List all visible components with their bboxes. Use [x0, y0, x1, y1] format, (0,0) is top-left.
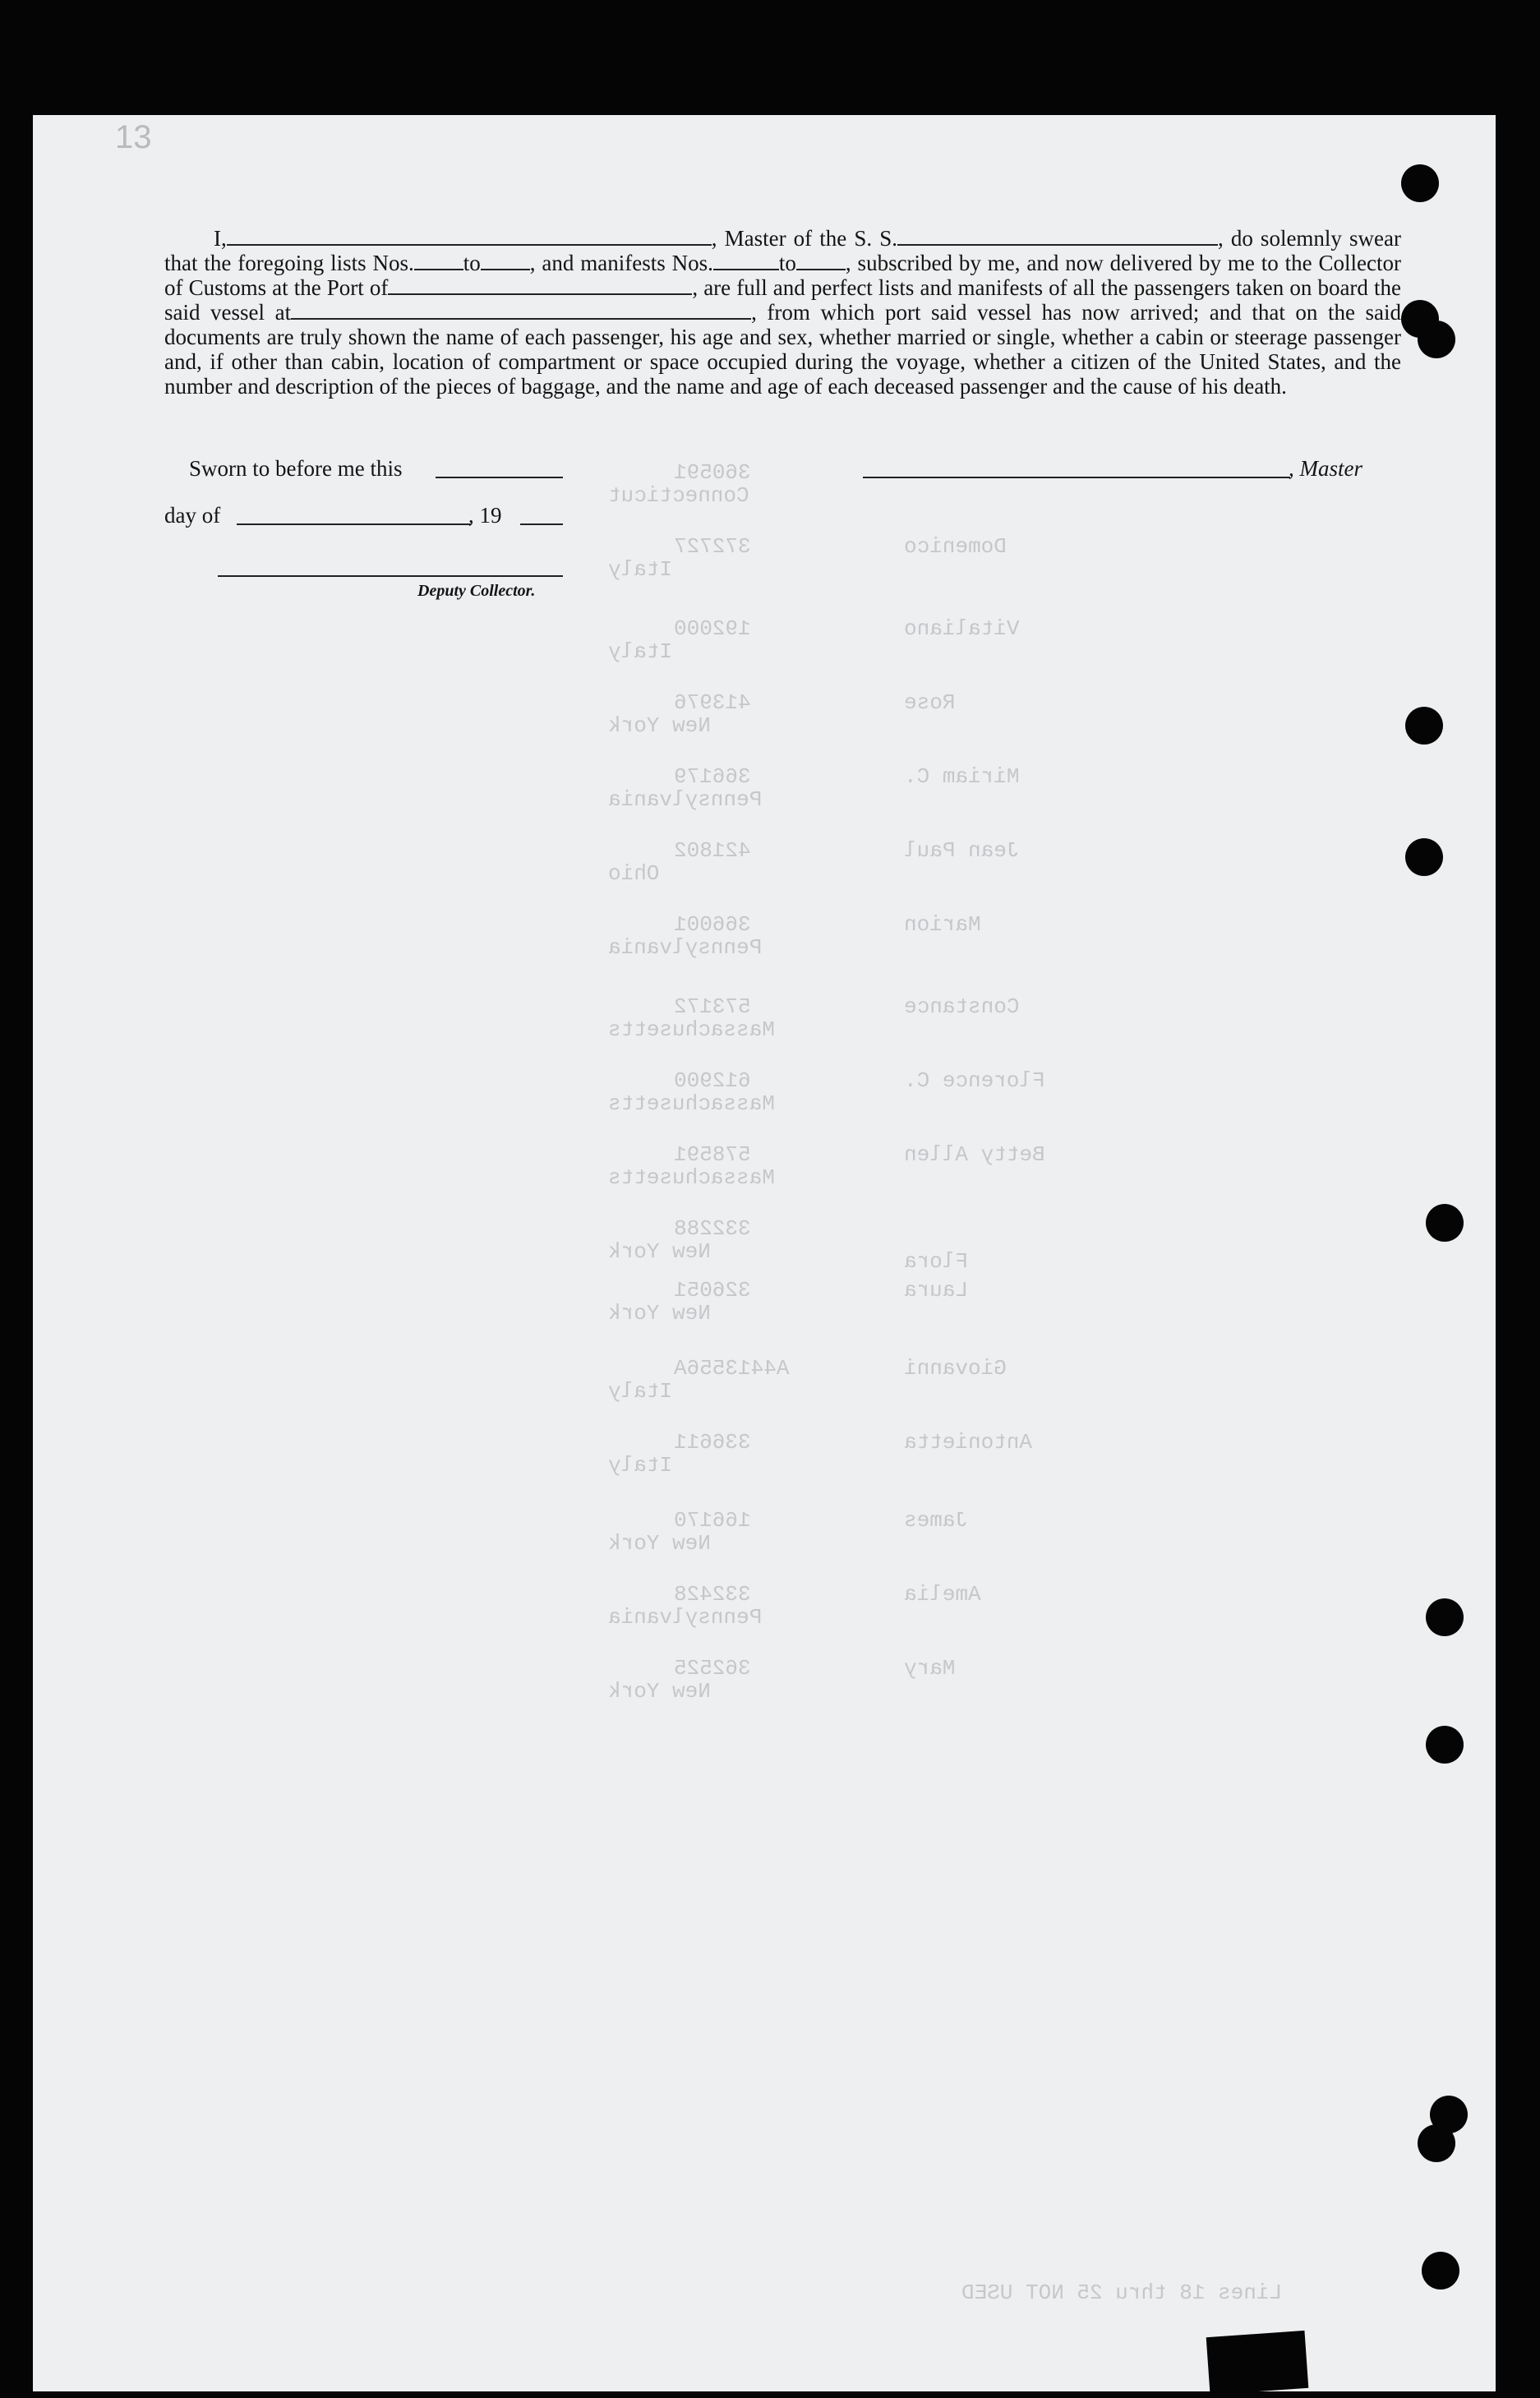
bleed-row-place: Italy	[608, 1379, 673, 1404]
bleed-row-place: Italy	[608, 639, 673, 664]
bleed-given-name: Vitaliano	[904, 616, 1020, 641]
bleed-given-name: Jean Paul	[904, 838, 1020, 863]
oath-text: , do solemnly swear that the foregoing lists Nos.	[164, 226, 1401, 275]
manifests-from-blank	[713, 251, 779, 270]
month-line	[237, 523, 471, 525]
oath-text: to	[778, 251, 796, 275]
year-line	[520, 523, 563, 525]
bleed-given-name: Giovanni	[904, 1356, 1007, 1381]
binder-hole	[1405, 707, 1443, 745]
oath-text: , from which port said vessel has now arrived; and that on the said documents are truly shown the name of each passenger, his age and sex, whether married or single, whether a cabin or steerage passenger and, if other than cabin, location of compartment or space occupied during the voyage, whether a citizen of the United States, and the number and description of the pieces of baggage, and the name and age of each deceased passenger and the cause of his death.	[164, 300, 1401, 399]
master-signature-line	[863, 477, 1290, 478]
bleed-row-place: New York	[608, 1239, 711, 1264]
binder-hole	[1418, 2124, 1455, 2162]
year-label: , 19	[468, 503, 502, 528]
bleed-footer: Lines 18 thru 25 NOT USED	[961, 2280, 1283, 2305]
bleed-row-number: 332288	[674, 1216, 751, 1241]
port-of-arrival-blank	[388, 275, 692, 295]
bleed-page-number: 13	[115, 119, 152, 155]
sworn-day-line	[436, 477, 563, 478]
port-of-departure-blank	[291, 300, 751, 320]
bleed-row-number: 413976	[674, 690, 751, 715]
bleed-row-number: 192000	[674, 616, 751, 641]
oath-text: I,	[214, 226, 227, 251]
bleed-given-name: Domenico	[904, 534, 1007, 559]
bleed-given-name: Antonietta	[904, 1430, 1033, 1455]
bleed-row-place: Italy	[608, 557, 673, 582]
deputy-collector-label: Deputy Collector.	[417, 582, 536, 600]
lists-to-blank	[481, 251, 530, 270]
bleed-given-name: Mary	[904, 1656, 956, 1681]
day-of-label: day of	[164, 503, 221, 528]
bleed-row-number: 366179	[674, 764, 751, 789]
bleed-given-name: Constance	[904, 994, 1020, 1019]
bleed-row-number: 332428	[674, 1582, 751, 1607]
bleed-row-place: Italy	[608, 1453, 673, 1478]
bleed-given-name: James	[904, 1508, 969, 1533]
bleed-row-number: 372727	[674, 534, 751, 559]
bleed-given-name: Florence C.	[904, 1068, 1045, 1093]
binder-hole	[1405, 838, 1443, 876]
deputy-signature-line	[218, 575, 563, 577]
bleed-given-name: Rose	[904, 690, 956, 715]
bleed-row-number: 326051	[674, 1278, 751, 1303]
bleed-row-place: Massachusetts	[608, 1165, 775, 1190]
bleed-row-number: 578591	[674, 1142, 751, 1167]
bleed-given-name: Marion	[904, 912, 981, 937]
bleed-row-number: 166170	[674, 1508, 751, 1533]
binder-hole	[1418, 321, 1455, 358]
oath-text: , subscribed by me, and now delivered by me to the Collector of Customs at the Port of	[164, 251, 1401, 300]
bleed-row-number: A4413556A	[674, 1356, 790, 1381]
bleed-row-number: 336611	[674, 1430, 751, 1455]
oath-paragraph	[164, 226, 1401, 399]
binder-hole	[1426, 1726, 1464, 1764]
bleed-row-place: Ohio	[608, 861, 660, 886]
bleed-row-place: Pennsylvania	[608, 787, 763, 812]
lists-from-blank	[414, 251, 463, 270]
bleed-row-number: 360591	[674, 460, 751, 485]
binder-hole	[1401, 164, 1439, 202]
bleed-row-place: New York	[608, 713, 711, 738]
binder-hole	[1426, 1204, 1464, 1242]
bleed-given-name: Miriam C.	[904, 764, 1020, 789]
torn-corner	[1206, 2331, 1309, 2391]
bleed-row-place: New York	[608, 1301, 711, 1326]
bleed-row-number: 612900	[674, 1068, 751, 1093]
manifest-page	[33, 115, 1496, 2391]
bleed-row-place: New York	[608, 1679, 711, 1704]
oath-text: , are full and perfect lists and manifests of all the passengers taken on board the said vessel at	[164, 275, 1401, 325]
bleed-given-name: Laura	[904, 1278, 969, 1303]
bleed-row-place: Pennsylvania	[608, 935, 763, 960]
bleed-row-place: Pennsylvania	[608, 1605, 763, 1630]
bleed-row-number: 421802	[674, 838, 751, 863]
bleed-row-place: Connecticut	[608, 483, 749, 508]
bleed-row-place: Massachusetts	[608, 1091, 775, 1116]
bleed-row-number: 362525	[674, 1656, 751, 1681]
vessel-name-blank	[897, 226, 1218, 246]
binder-hole	[1426, 1598, 1464, 1636]
oath-text: to	[463, 251, 481, 275]
bleed-row-place: New York	[608, 1531, 711, 1556]
master-label: , Master	[1289, 456, 1362, 481]
master-name-blank	[227, 226, 712, 246]
bleed-row-place: Massachusetts	[608, 1017, 775, 1042]
oath-text: , Master of the S. S.	[711, 226, 897, 251]
bleed-row-number: 573172	[674, 994, 751, 1019]
bleed-row-number: 366001	[674, 912, 751, 937]
oath-text: , and manifests Nos.	[529, 251, 713, 275]
binder-hole	[1422, 2252, 1459, 2290]
bleed-given-name: Flora	[904, 1249, 969, 1274]
bleed-given-name: Betty Allen	[904, 1142, 1045, 1167]
manifests-to-blank	[796, 251, 846, 270]
bleed-given-name: Amelia	[904, 1582, 981, 1607]
sworn-label: Sworn to before me this	[189, 456, 403, 481]
